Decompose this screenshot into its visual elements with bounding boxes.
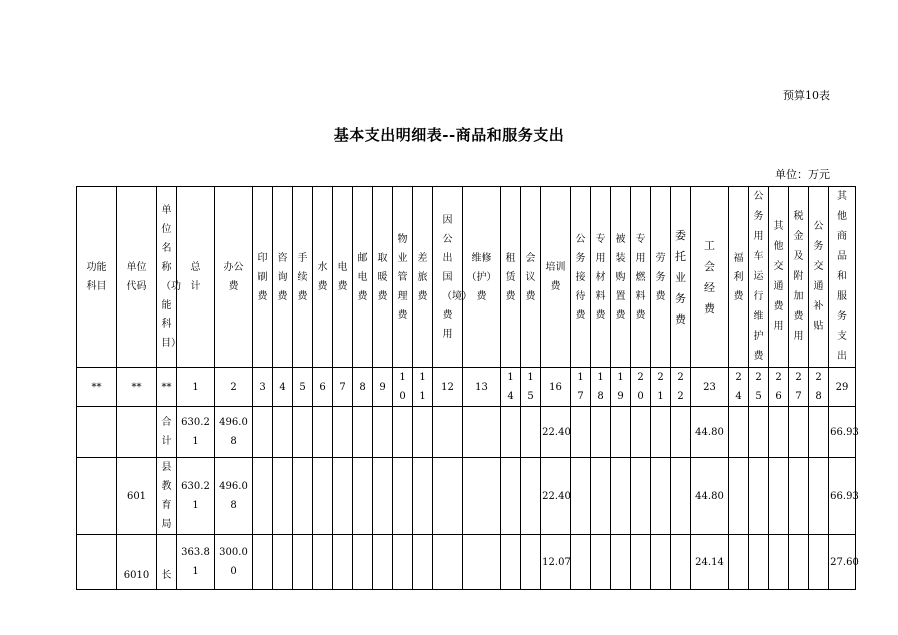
index-row [77, 368, 856, 407]
index-cell: 23 [691, 368, 729, 407]
index-cell: 24 [729, 368, 749, 407]
func-cell [77, 535, 117, 590]
header-cell: 电费 [333, 187, 353, 368]
index-cell: 4 [273, 368, 293, 407]
union-cell: 44.80 [691, 407, 729, 458]
header-cell: 功能科目 [77, 187, 117, 368]
union-cell: 24.14 [691, 535, 729, 590]
index-cell: ** [157, 368, 177, 407]
name-cell: 长 [157, 535, 177, 590]
index-cell: 14 [501, 368, 521, 407]
header-cell: 咨询费 [273, 187, 293, 368]
header-cell: 公务接待费 [571, 187, 591, 368]
header-cell: 专用材料费 [591, 187, 611, 368]
index-cell: 22 [671, 368, 691, 407]
header-cell: 取暖费 [373, 187, 393, 368]
index-cell: 27 [789, 368, 809, 407]
total-cell: 630.21 [177, 458, 215, 535]
header-cell: 单位代码 [117, 187, 157, 368]
index-cell: 7 [333, 368, 353, 407]
index-cell: 15 [521, 368, 541, 407]
index-cell: 19 [611, 368, 631, 407]
office-cell: 496.08 [215, 458, 253, 535]
training-cell: 22.40 [541, 407, 571, 458]
name-cell: 县教育局 [157, 458, 177, 535]
header-cell: 总计 [177, 187, 215, 368]
index-cell: ** [117, 368, 157, 407]
union-cell: 44.80 [691, 458, 729, 535]
header-cell: 因公出国（境）费用 [433, 187, 463, 368]
index-cell: 11 [413, 368, 433, 407]
index-cell: 5 [293, 368, 313, 407]
header-cell: 工会经费 [691, 187, 729, 368]
header-cell: 邮电费 [353, 187, 373, 368]
header-cell: 被装购置费 [611, 187, 631, 368]
header-cell: 专用燃料费 [631, 187, 651, 368]
office-cell: 300.00 [215, 535, 253, 590]
header-cell: 印刷费 [253, 187, 273, 368]
header-cell: 物业管理费 [393, 187, 413, 368]
index-cell: 13 [463, 368, 501, 407]
header-cell: 福利费 [729, 187, 749, 368]
header-cell: 办公费 [215, 187, 253, 368]
header-cell: 单位名称（功能科目） [157, 187, 177, 368]
header-cell: 手续费 [293, 187, 313, 368]
index-cell: 28 [809, 368, 829, 407]
index-cell: 16 [541, 368, 571, 407]
expense-detail-table [76, 186, 859, 590]
header-cell: 维修（护）费 [463, 187, 501, 368]
header-cell: 委托业务费 [671, 187, 691, 368]
total-cell: 363.81 [177, 535, 215, 590]
index-cell: 21 [651, 368, 671, 407]
code-cell: 6010 [117, 535, 157, 590]
func-cell [77, 458, 117, 535]
office-cell: 496.08 [215, 407, 253, 458]
header-cell: 其他商品和服务支出 [829, 187, 856, 368]
table-row [77, 458, 856, 535]
index-cell: 26 [769, 368, 789, 407]
index-cell: 29 [829, 368, 856, 407]
header-row [77, 187, 856, 368]
header-cell: 税金及附加费用 [789, 187, 809, 368]
page-title: 基本支出明细表--商品和服务支出 [333, 126, 565, 144]
code-cell: 601 [117, 458, 157, 535]
index-cell: 3 [253, 368, 273, 407]
other-cell: 27.60 [829, 535, 856, 590]
header-cell: 水费 [313, 187, 333, 368]
table-row [77, 535, 856, 590]
index-cell: ** [77, 368, 117, 407]
func-cell [77, 407, 117, 458]
header-cell: 劳务费 [651, 187, 671, 368]
index-cell: 9 [373, 368, 393, 407]
other-cell: 66.93 [829, 458, 856, 535]
index-cell: 17 [571, 368, 591, 407]
index-cell: 18 [591, 368, 611, 407]
header-cell: 公务交通补贴 [809, 187, 829, 368]
header-cell: 其他交通费用 [769, 187, 789, 368]
other-cell: 66.93 [829, 407, 856, 458]
form-number: 预算10表 [783, 89, 830, 102]
index-cell: 10 [393, 368, 413, 407]
index-cell: 8 [353, 368, 373, 407]
total-cell: 630.21 [177, 407, 215, 458]
index-cell: 20 [631, 368, 651, 407]
training-cell: 22.40 [541, 458, 571, 535]
header-cell: 会议费 [521, 187, 541, 368]
index-cell: 2 [215, 368, 253, 407]
index-cell: 1 [177, 368, 215, 407]
header-cell: 公务用车运行维护费 [749, 187, 769, 368]
training-cell: 12.07 [541, 535, 571, 590]
table-row [77, 407, 856, 458]
index-cell: 6 [313, 368, 333, 407]
unit-label: 单位：万元 [775, 168, 830, 181]
header-cell: 租赁费 [501, 187, 521, 368]
name-cell: 合计 [157, 407, 177, 458]
header-cell: 培训费 [541, 187, 571, 368]
index-cell: 12 [433, 368, 463, 407]
header-cell: 差旅费 [413, 187, 433, 368]
index-cell: 25 [749, 368, 769, 407]
code-cell [117, 407, 157, 458]
